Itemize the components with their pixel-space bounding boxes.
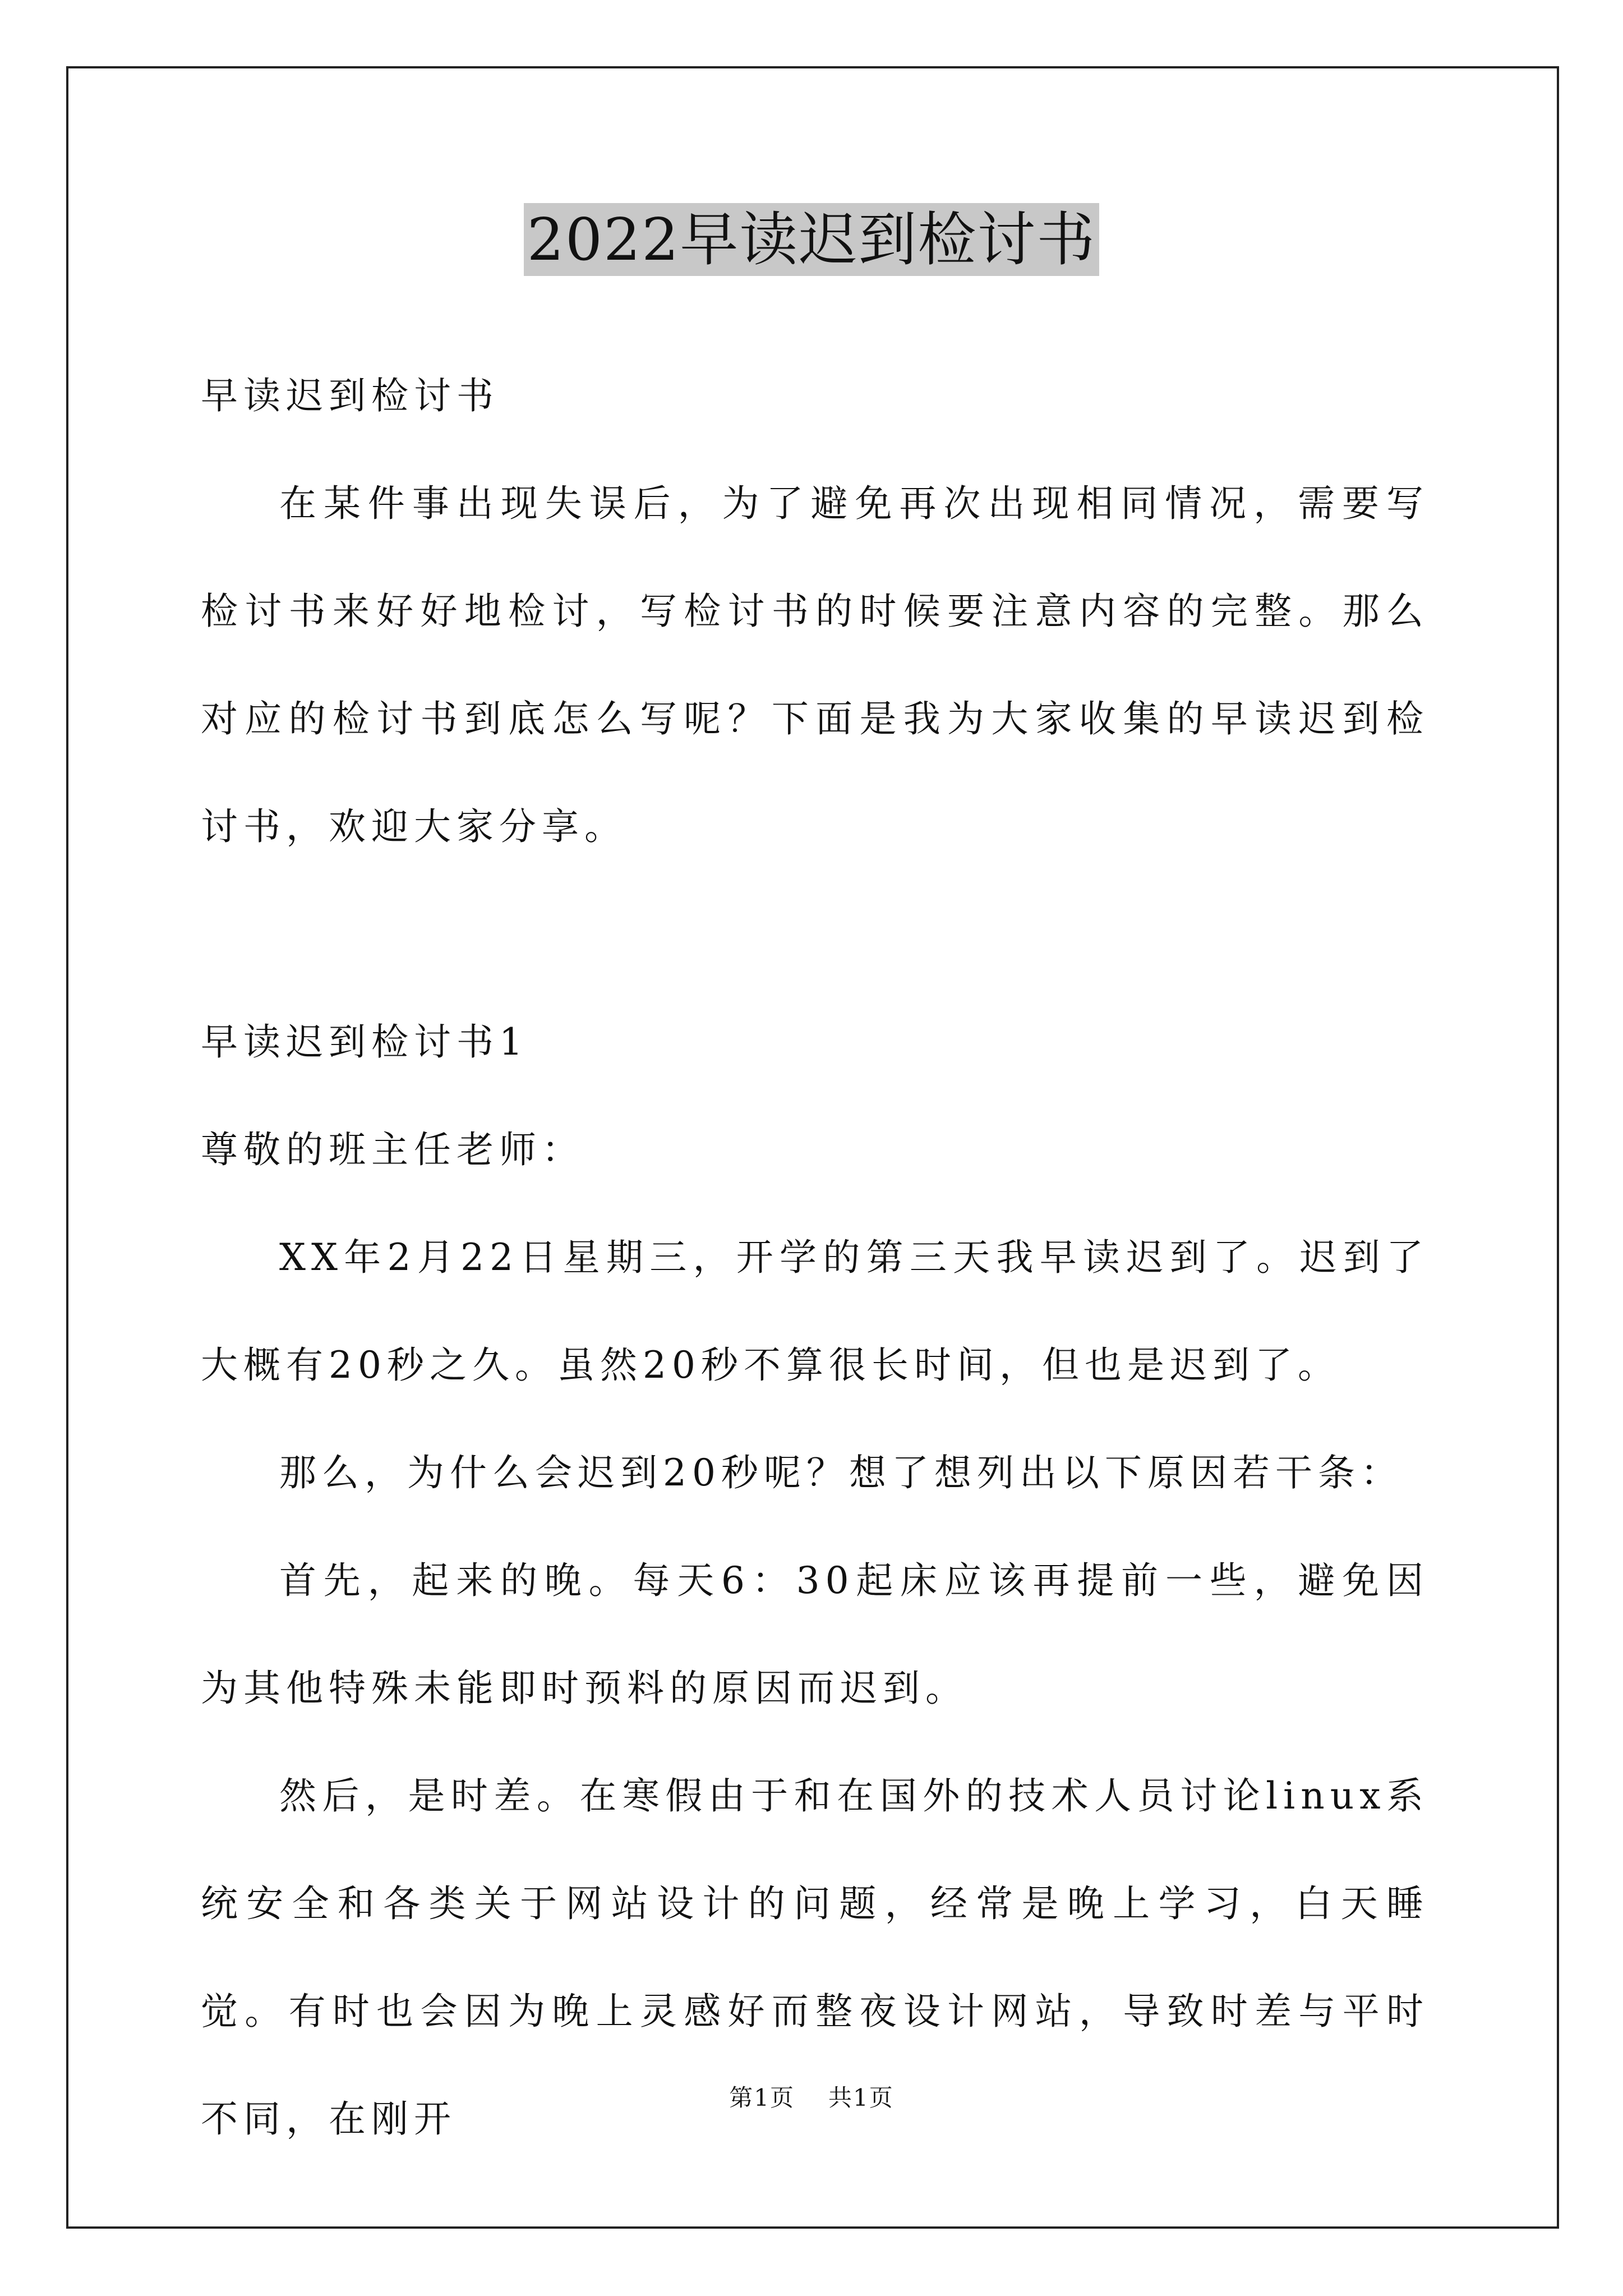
body-paragraph: 首先，起来的晚。每天6：30起床应该再提前一些，避免因为其他特殊未能即时预料的原因而迟到。: [201, 1559, 1429, 1710]
document-body: [201, 342, 1429, 2173]
page-number-current: 第1页: [729, 2084, 795, 2111]
section-heading: 早读迟到检讨书1: [201, 1020, 528, 1064]
page-footer: [0, 2081, 1623, 2115]
subtitle: 早读迟到检讨书: [201, 374, 499, 417]
intro-paragraph: 在某件事出现失误后，为了避免再次出现相同情况，需要写检讨书来好好地检讨，写检讨书的时候要注意内容的完整。那么对应的检讨书到底怎么写呢？下面是我为大家收集的早读迟到检讨书，欢迎大家分享。: [201, 482, 1429, 848]
title-container: [0, 203, 1623, 276]
page-number-total: 共1页: [828, 2084, 894, 2111]
body-paragraph: XX年2月22日星期三，开学的第三天我早读迟到了。迟到了大概有20秒之久。虽然20秒不算很长时间，但也是迟到了。: [201, 1236, 1429, 1387]
salutation: 尊敬的班主任老师：: [201, 1128, 584, 1171]
document-title: 2022早读迟到检讨书: [524, 203, 1100, 276]
paragraph-gap: [201, 881, 1429, 988]
body-paragraph: 然后，是时差。在寒假由于和在国外的技术人员讨论linux系统安全和各类关于网站设计的问题，经常是晚上学习，白天睡觉。有时也会因为晚上灵感好而整夜设计网站，导致时差与平时不同，在刚开: [201, 1774, 1429, 2141]
body-paragraph: 那么，为什么会迟到20秒呢？想了想列出以下原因若干条：: [279, 1451, 1403, 1494]
